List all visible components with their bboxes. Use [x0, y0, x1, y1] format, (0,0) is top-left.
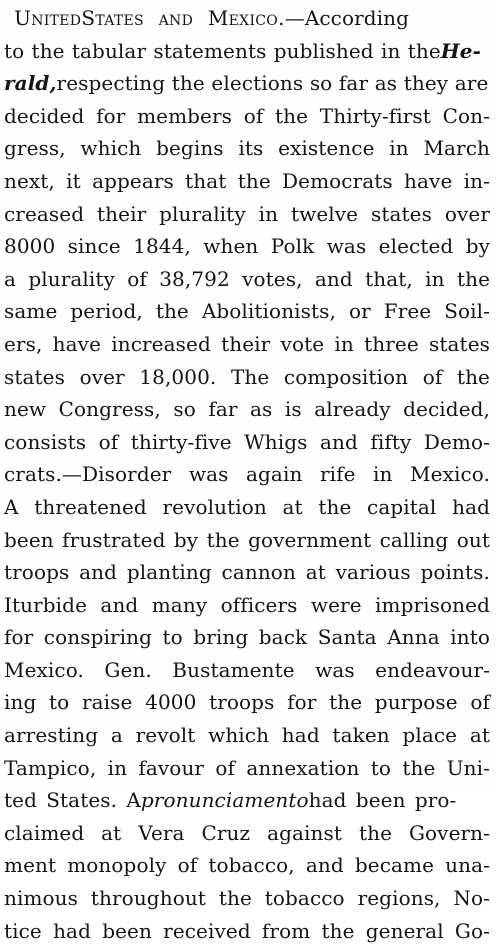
- line-text: —According: [284, 6, 410, 30]
- article-heading: UnitedStates and Mexico.: [14, 6, 285, 30]
- line-text: arresting a revolt which had taken place at: [4, 723, 490, 748]
- article-line: [4, 295, 490, 328]
- article-line: [4, 524, 490, 557]
- newspaper-name-italic: He-: [440, 38, 482, 63]
- article-line: [4, 458, 490, 491]
- article-line: [4, 165, 490, 198]
- article-line: [4, 882, 490, 915]
- line-text: respecting the elections so far as they are: [56, 71, 489, 96]
- line-text: same period, the Abolitionists, or Free Soil-: [4, 299, 490, 324]
- line-text: troops and planting cannon at various points.: [4, 560, 490, 585]
- article-line: [4, 132, 490, 165]
- line-text: new Congress, so far as is already decided,: [4, 397, 490, 422]
- article-line: [4, 393, 490, 426]
- line-text: ted States. A: [4, 788, 141, 813]
- indent: [4, 2, 14, 35]
- line-text: nimous throughout the tobacco regions, No-: [4, 886, 490, 911]
- article-line: [4, 263, 490, 296]
- article-line: [4, 491, 490, 524]
- article-line: [4, 35, 490, 68]
- line-text: Mexico. Gen. Bustamente was endeavour-: [4, 657, 490, 682]
- line-text: next, it appears that the Democrats have in-: [4, 168, 490, 193]
- article-line: [4, 719, 490, 752]
- line-text: decided for members of the Thirty-first Con-: [4, 103, 490, 128]
- line-text: 8000 since 1844, when Polk was elected by: [4, 234, 490, 259]
- article-line: [4, 67, 490, 100]
- article-column: [4, 2, 490, 947]
- article-line: [4, 784, 490, 817]
- line-text: Iturbide and many officers were imprisoned: [4, 592, 490, 617]
- newspaper-name-italic: rald,: [4, 71, 57, 96]
- article-line: [4, 915, 490, 947]
- article-line: [4, 621, 490, 654]
- article-line: [4, 686, 490, 719]
- article-line: [4, 752, 490, 785]
- article-line: [4, 849, 490, 882]
- article-line: [4, 198, 490, 231]
- line-text: Tampico, in favour of annexation to the Uni-: [4, 755, 490, 780]
- line-text: crats.—Disorder was again rife in Mexico.: [4, 462, 490, 487]
- line-text: tice had been received from the general Go-: [4, 918, 490, 943]
- article-line: [4, 361, 490, 394]
- line-text: had been pro-: [308, 788, 457, 813]
- line-text: states over 18,000. The composition of the: [4, 364, 490, 389]
- article-line: [4, 817, 490, 850]
- article-line: [4, 230, 490, 263]
- line-text: been frustrated by the government calling out: [4, 527, 490, 552]
- line-text: ment monopoly of tobacco, and became una-: [4, 853, 490, 878]
- line-text: A threatened revolution at the capital had: [4, 494, 490, 519]
- article-line: [4, 328, 490, 361]
- line-text: consists of thirty-five Whigs and fifty Demo-: [4, 429, 490, 454]
- article-line: [4, 2, 490, 35]
- line-text: for conspiring to bring back Santa Anna into: [4, 625, 490, 650]
- article-line: [4, 589, 490, 622]
- article-line: [4, 426, 490, 459]
- line-text: a plurality of 38,792 votes, and that, in the: [4, 266, 490, 291]
- italic-term: pronunciamento: [140, 788, 309, 813]
- line-text: ing to raise 4000 troops for the purpose of: [4, 690, 490, 715]
- line-text: gress, which begins its existence in March: [4, 136, 490, 161]
- article-line: [4, 100, 490, 133]
- line-text: ers, have increased their vote in three states: [4, 331, 490, 356]
- article-line: [4, 654, 490, 687]
- article-line: [4, 556, 490, 589]
- line-text: creased their plurality in twelve states over: [4, 201, 490, 226]
- line-text: claimed at Vera Cruz against the Govern-: [4, 820, 490, 845]
- line-text: to the tabular statements published in the: [4, 38, 441, 63]
